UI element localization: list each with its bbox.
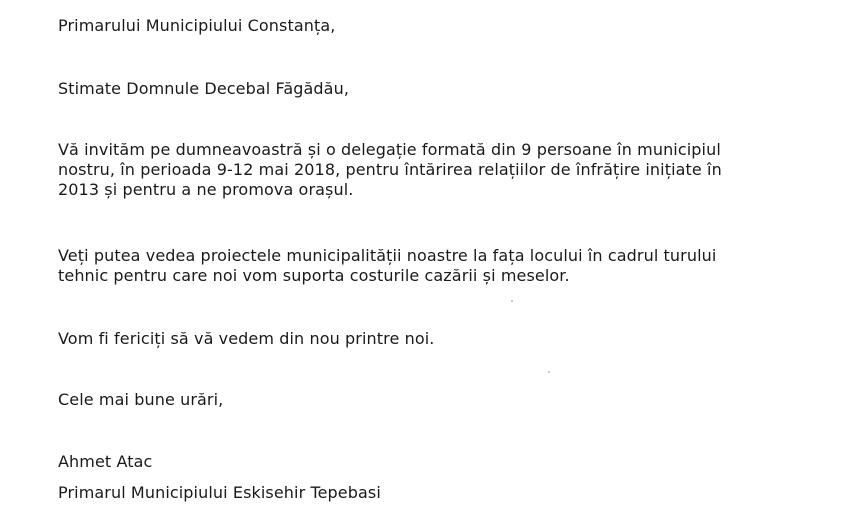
signer-name: Ahmet Atac [58, 452, 153, 471]
technical-tour-paragraph [58, 246, 798, 286]
paragraph-line: Vă invităm pe dumneavoastră și o delegație formată din 9 persoane în municipiul [58, 140, 721, 159]
scan-speck [548, 371, 550, 373]
closing-line: Cele mai bune urări, [58, 390, 224, 409]
invitation-paragraph [58, 140, 798, 200]
signer-title: Primarul Municipiului Eskisehir Tepebasi [58, 483, 381, 502]
salutation-line: Stimate Domnule Decebal Făgădău, [58, 79, 350, 98]
scan-speck [511, 300, 513, 302]
paragraph-line: 2013 și pentru a ne promova orașul. [58, 180, 354, 199]
closing-wish-line: Vom fi fericiți să vă vedem din nou printre noi. [58, 329, 435, 348]
paragraph-line: nostru, în perioada 9-12 mai 2018, pentru întărirea relațiilor de înfrățire inițiate în [58, 160, 722, 179]
paragraph-line: Veți putea vedea proiectele municipalității noastre la fața locului în cadrul turului [58, 246, 717, 265]
paragraph-line: tehnic pentru care noi vom suporta costurile cazării și meselor. [58, 266, 570, 285]
recipient-line: Primarului Municipiului Constanța, [58, 16, 336, 35]
